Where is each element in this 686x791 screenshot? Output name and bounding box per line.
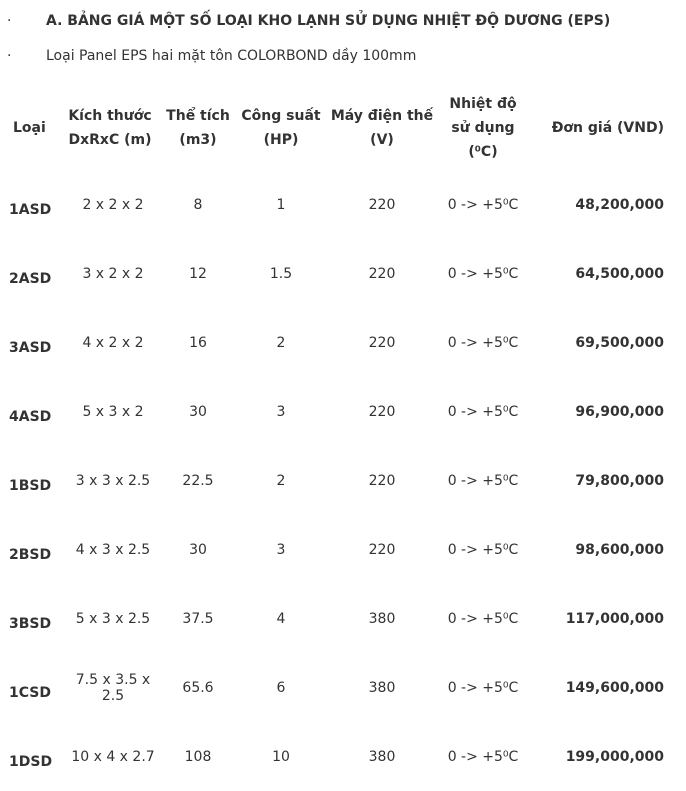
cell-size: 3 x 2 x 2 (82, 265, 144, 282)
cell-voltage: 220 (368, 196, 396, 213)
cell-voltage: 380 (368, 679, 396, 696)
table-row (0, 239, 672, 308)
cell-size: 4 x 3 x 2.5 (75, 541, 151, 558)
cell-price: 64,500,000 (575, 265, 664, 282)
subtitle: Loại Panel EPS hai mặt tôn COLORBOND dầy 100mm (46, 48, 417, 64)
cell-price: 199,000,000 (565, 748, 664, 765)
cell-type: 4ASD (9, 408, 52, 425)
header-voltage (326, 86, 438, 170)
table-row (0, 653, 672, 722)
price-table (0, 86, 672, 791)
header-size-line2: DxRxC (m) (68, 132, 152, 148)
cell-type: 1BSD (9, 477, 52, 494)
header-temp-line3: (⁰C) (468, 144, 498, 160)
cell-power: 3 (276, 541, 286, 558)
cell-price: 98,600,000 (575, 541, 664, 558)
cell-type: 3BSD (9, 615, 52, 632)
cell-price: 96,900,000 (575, 403, 664, 420)
cell-temperature: 0 -> +5⁰C (447, 748, 519, 765)
cell-type: 3ASD (9, 339, 52, 356)
cell-temperature: 0 -> +5⁰C (447, 679, 519, 696)
table-row (0, 377, 672, 446)
cell-voltage: 220 (368, 403, 396, 420)
header-power-line1: Công suất (241, 108, 321, 124)
cell-voltage: 220 (368, 472, 396, 489)
cell-volume: 8 (193, 196, 203, 213)
header-type: Loại (13, 120, 46, 136)
cell-power: 3 (276, 403, 286, 420)
cell-volume: 16 (189, 334, 207, 351)
table-row (0, 446, 672, 515)
cell-type: 1ASD (9, 201, 52, 218)
cell-temperature: 0 -> +5⁰C (447, 334, 519, 351)
table-row (0, 584, 672, 653)
cell-temperature: 0 -> +5⁰C (447, 403, 519, 420)
cell-size: 10 x 4 x 2.7 (71, 748, 155, 765)
header-voltage-line2: (V) (370, 132, 394, 148)
cell-volume: 30 (189, 541, 207, 558)
cell-volume: 37.5 (182, 610, 214, 627)
header-temp-line2: sử dụng (451, 120, 515, 136)
cell-price: 117,000,000 (565, 610, 664, 627)
header-temp-line1: Nhiệt độ (449, 96, 517, 112)
cell-size: 5 x 3 x 2 (82, 403, 144, 420)
cell-power: 1.5 (269, 265, 293, 282)
table-row (0, 170, 672, 239)
cell-volume: 12 (189, 265, 207, 282)
table-row (0, 308, 672, 377)
cell-temperature: 0 -> +5⁰C (447, 196, 519, 213)
cell-type: 2BSD (9, 546, 52, 563)
cell-price: 48,200,000 (575, 196, 664, 213)
cell-temperature: 0 -> +5⁰C (447, 610, 519, 627)
cell-volume: 65.6 (182, 679, 214, 696)
header-volume-line1: Thể tích (166, 108, 230, 124)
header-temperature (438, 86, 528, 170)
cell-voltage: 220 (368, 334, 396, 351)
cell-volume: 30 (189, 403, 207, 420)
header-volume (160, 86, 236, 170)
table-row (0, 722, 672, 791)
cell-voltage: 220 (368, 541, 396, 558)
cell-voltage: 220 (368, 265, 396, 282)
table-row (0, 515, 672, 584)
bullet-dot: · (7, 13, 12, 29)
cell-temperature: 0 -> +5⁰C (447, 265, 519, 282)
cell-power: 6 (276, 679, 286, 696)
cell-type: 1CSD (9, 684, 51, 701)
header-power (236, 86, 326, 170)
cell-volume: 22.5 (182, 472, 214, 489)
header-power-line2: (HP) (263, 132, 299, 148)
cell-type: 1DSD (9, 753, 53, 770)
cell-price: 79,800,000 (575, 472, 664, 489)
cell-power: 4 (276, 610, 286, 627)
cell-size: 3 x 3 x 2.5 (75, 472, 151, 489)
cell-size: 4 x 2 x 2 (82, 334, 144, 351)
table-header-row (0, 86, 672, 170)
cell-volume: 108 (184, 748, 212, 765)
section-heading: A. BẢNG GIÁ MỘT SỐ LOẠI KHO LẠNH SỬ DỤNG NHIỆT ĐỘ DƯƠNG (EPS) (46, 13, 611, 29)
cell-size: 2 x 2 x 2 (82, 196, 144, 213)
cell-price: 149,600,000 (565, 679, 664, 696)
cell-voltage: 380 (368, 748, 396, 765)
header-price: Đơn giá (VND) (551, 120, 664, 136)
cell-power: 2 (276, 334, 286, 351)
cell-type: 2ASD (9, 270, 52, 287)
header-voltage-line1: Máy điện thế (330, 108, 434, 124)
cell-size: 5 x 3 x 2.5 (75, 610, 151, 627)
cell-power: 10 (272, 748, 290, 765)
bullet-dot: · (7, 48, 12, 64)
cell-temperature: 0 -> +5⁰C (447, 472, 519, 489)
cell-voltage: 380 (368, 610, 396, 627)
cell-size: 7.5 x 3.5 x 2.5 (75, 671, 151, 704)
cell-temperature: 0 -> +5⁰C (447, 541, 519, 558)
header-size-line1: Kích thước (68, 108, 152, 124)
cell-power: 1 (276, 196, 286, 213)
cell-power: 2 (276, 472, 286, 489)
header-volume-line2: (m3) (179, 132, 217, 148)
cell-price: 69,500,000 (575, 334, 664, 351)
header-size (60, 86, 160, 170)
